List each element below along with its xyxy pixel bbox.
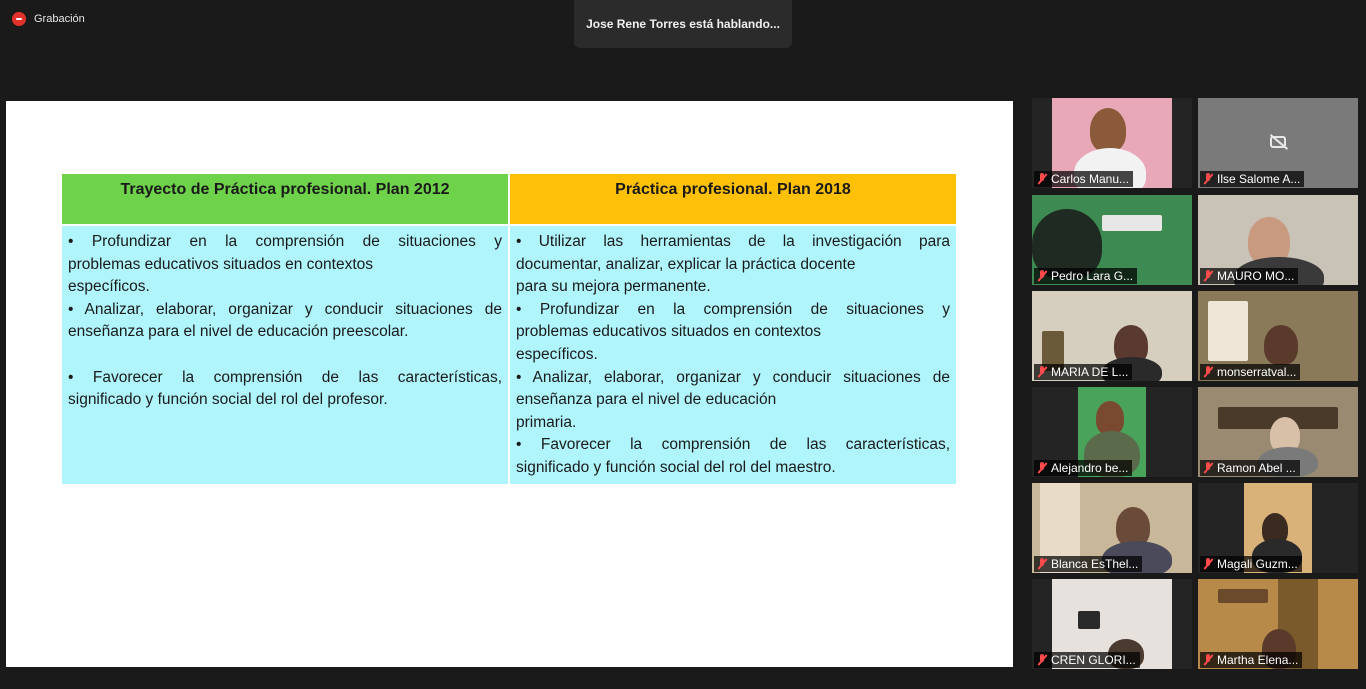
participant-name-label: Magali Guzm... [1200,556,1302,572]
participant-name-label: monserratval... [1200,364,1300,380]
participant-tile[interactable] [1032,579,1192,669]
slide-text-line: • Analizar, elaborar, organizar y conducir situaciones de [516,368,950,386]
mic-muted-icon [1037,654,1047,666]
mic-muted-icon [1037,462,1047,474]
recording-label: Grabación [34,13,85,25]
participant-name-label: Martha Elena... [1200,652,1302,668]
active-speaker-text: Jose Rene Torres está hablando... [586,17,780,31]
slide-text-line: • Profundizar en la comprensión de situaciones y [516,300,950,318]
participant-name-label: MAURO MO... [1200,268,1298,284]
slide-text-line: • Profundizar en la comprensión de situaciones y [68,233,502,250]
mic-muted-icon [1203,173,1213,185]
recording-indicator[interactable] [12,12,85,26]
participant-name-label: Carlos Manu... [1034,171,1133,187]
participant-tile[interactable] [1198,195,1358,285]
mic-muted-icon [1203,558,1213,570]
slide-text-line: documentar, analizar, explicar la práctica docente [516,255,856,273]
slide-text-line: significado y función social del rol del maestro. [516,458,836,476]
slide-text-line: significado y función social del rol del profesor. [68,391,388,409]
slide-text-line: problemas educativos situados en contextos [68,255,374,273]
slide-text-line: enseñanza para el nivel de educación preescolar. [68,323,409,341]
participant-tile[interactable] [1198,387,1358,477]
slide-text-line: • Utilizar las herramientas de la investigación para [516,233,950,250]
participant-tile[interactable] [1198,483,1358,573]
participant-name-label: MARIA DE L... [1034,364,1132,380]
participant-name-label: CREN GLORI... [1034,652,1140,668]
mic-muted-icon [1037,366,1047,378]
active-speaker-banner [574,0,792,48]
mic-muted-icon [1203,654,1213,666]
participant-tile[interactable] [1032,387,1192,477]
plan-2012-header: Trayecto de Práctica profesional. Plan 2012 [62,174,508,224]
participant-tile[interactable] [1198,579,1358,669]
mic-muted-icon [1203,366,1213,378]
slide-text-line: • Favorecer la comprensión de las características, [68,368,502,386]
camera-off-icon [1270,136,1286,148]
slide-blank-line [68,344,502,367]
slide-text-line: enseñanza para el nivel de educación [516,391,777,409]
shared-screen [6,101,1013,667]
plan-2018-header: Práctica profesional. Plan 2018 [510,174,956,224]
plan-2012-content [62,226,508,484]
mic-muted-icon [1037,173,1047,185]
participant-tile[interactable] [1032,291,1192,381]
participant-tile[interactable] [1032,483,1192,573]
recording-icon [12,12,26,26]
slide-text-line: • Analizar, elaborar, organizar y conducir situaciones de [68,300,502,318]
slide-text-line: específicos. [68,278,150,296]
mic-muted-icon [1037,270,1047,282]
slide-text-line: específicos. [516,345,598,363]
plan-2018-content [510,226,956,484]
mic-muted-icon [1203,462,1213,474]
participant-name-label: Blanca EsThel... [1034,556,1142,572]
slide-text-line: primaria. [516,413,577,431]
participant-name-label: Ilse Salome A... [1200,171,1304,187]
participant-tile[interactable] [1198,98,1358,188]
participant-name-label: Pedro Lara G... [1034,268,1137,284]
mic-muted-icon [1037,558,1047,570]
slide-text-line: • Favorecer la comprensión de las características, [516,436,950,454]
slide-comparison-table [60,172,958,486]
participant-tile[interactable] [1032,98,1192,188]
slide-text-line: problemas educativos situados en contextos [516,323,822,341]
participant-tile[interactable] [1198,291,1358,381]
participant-name-label: Ramon Abel ... [1200,460,1300,476]
slide-text-line: para su mejora permanente. [516,278,711,296]
mic-muted-icon [1203,270,1213,282]
participant-tile[interactable] [1032,195,1192,285]
participant-name-label: Alejandro be... [1034,460,1132,476]
